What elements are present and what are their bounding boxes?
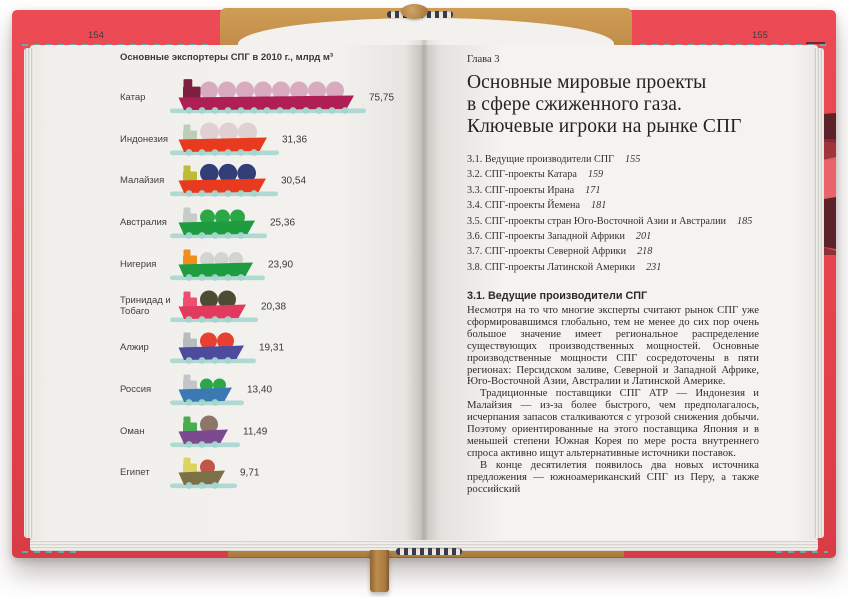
toc-item bbox=[467, 231, 767, 242]
country-label: Египет bbox=[120, 467, 150, 479]
lng-ship-illustration bbox=[169, 204, 274, 249]
toc-item-page: 155 bbox=[625, 154, 641, 165]
headband-bottom bbox=[396, 548, 462, 555]
toc-item bbox=[467, 216, 767, 227]
country-label: Катар bbox=[120, 92, 146, 104]
paragraph: Традиционные поставщики СПГ АТР — Индонезия и Малайзия — из-за более быстрого, чем предполагалось, исчерпания запасов сталкиваются с угрозой снижения добычи. Поэтому ориентированные на этого поставщика Япония и в меньшей степени Южная Корея по мере роста внутреннего спроса активно ищут альтернативные источники поставок. bbox=[467, 387, 759, 459]
country-label: Алжир bbox=[120, 342, 149, 354]
toc-item-page: 159 bbox=[587, 169, 604, 181]
toc-item-label: 3.4. СПГ-проекты Йемена bbox=[467, 200, 581, 212]
country-label: Тринидад и Тобаго bbox=[120, 294, 171, 318]
page-stack-edge-left bbox=[24, 48, 34, 538]
chart-row bbox=[120, 452, 420, 494]
lng-ship-illustration bbox=[169, 371, 251, 416]
chart-row bbox=[120, 77, 420, 119]
toc-item-label: 3.5. СПГ-проекты стран Юго-Восточной Азии и Австралии bbox=[467, 215, 727, 227]
toc-item-label: 3.1. Ведущие производители СПГ bbox=[467, 154, 615, 165]
chart-row bbox=[120, 160, 420, 202]
export-value: 31,36 bbox=[282, 134, 308, 146]
export-value: 30,54 bbox=[281, 175, 307, 187]
chart-row bbox=[120, 244, 420, 286]
chart-row bbox=[120, 369, 420, 411]
toc-item-page: 231 bbox=[646, 261, 662, 273]
export-value: 23,90 bbox=[268, 259, 294, 271]
chapter-title-line: Ключевые игроки на рынке СПГ bbox=[467, 115, 742, 137]
toc-item-label: 3.7. СПГ-проекты Северной Африки bbox=[467, 246, 627, 258]
section-heading: 3.1. Ведущие производители СПГ bbox=[467, 290, 648, 302]
export-value: 20,38 bbox=[261, 301, 287, 312]
chapter-label: Глава 3 bbox=[467, 54, 500, 65]
export-value: 25,36 bbox=[270, 217, 296, 229]
toc-item-label: 3.8. СПГ-проекты Латинской Америки bbox=[467, 261, 636, 273]
chapter-title-line: в сфере сжиженного газа. bbox=[467, 93, 683, 115]
country-label: Индонезия bbox=[120, 133, 169, 145]
toc-item-page: 218 bbox=[637, 246, 653, 258]
toc-item-label: 3.2. СПГ-проекты Катара bbox=[467, 169, 577, 181]
ribbon-knot bbox=[401, 4, 428, 19]
lng-ship-illustration bbox=[169, 454, 244, 499]
page-stack-edge-right bbox=[814, 48, 824, 538]
chart-title: Основные экспортеры СПГ в 2010 г., млрд м³ bbox=[120, 52, 334, 63]
toc-item bbox=[467, 262, 767, 273]
chart-row bbox=[120, 202, 420, 244]
toc-item bbox=[467, 169, 767, 180]
export-value: 75,75 bbox=[369, 92, 395, 104]
lng-ship-illustration bbox=[169, 246, 272, 291]
chapter-title-line: Основные мировые проекты bbox=[467, 72, 707, 93]
country-label: Оман bbox=[120, 425, 145, 437]
lng-ship-illustration bbox=[169, 162, 285, 207]
paragraph: Несмотря на то что многие эксперты считают рынок СПГ уже сформировавшимся глобально, тем не менее до сих пор очень большое значение имеет региональное распределение существующих производственных мощностей. Основные производственные мощности СПГ сосредоточены в пяти регионах: Персидском заливе, Северной и Западной Африке, Юго-Восточной Азии, Австралии и Латинской Америке. bbox=[467, 304, 759, 388]
toc-item bbox=[467, 154, 767, 165]
chart-row bbox=[120, 286, 420, 328]
toc-item-page: 181 bbox=[591, 200, 607, 212]
export-value: 13,40 bbox=[247, 384, 273, 396]
toc-item bbox=[467, 246, 767, 257]
lng-ship-illustration bbox=[169, 329, 263, 374]
paragraph: В конце десятилетия появилось два новых источника предложения — южноамериканский СПГ из Перу, а также российский bbox=[467, 458, 759, 495]
page-number-right: 155 bbox=[752, 30, 768, 41]
lng-ship-illustration bbox=[169, 288, 265, 333]
country-label: Австралия bbox=[120, 217, 167, 229]
lng-ship-illustration bbox=[169, 413, 247, 458]
toc-item-page: 201 bbox=[635, 230, 652, 242]
country-label: Малайзия bbox=[120, 175, 165, 187]
lng-ship-illustration bbox=[169, 79, 373, 124]
toc-item-page: 185 bbox=[737, 215, 753, 227]
country-label: Россия bbox=[120, 383, 152, 395]
page-number-left: 154 bbox=[88, 30, 104, 41]
toc-item-label: 3.3. СПГ-проекты Ирана bbox=[467, 184, 575, 196]
cover-cyan-stitch-bottom-right bbox=[776, 551, 828, 553]
body-text bbox=[467, 305, 759, 496]
chart-row bbox=[120, 327, 420, 369]
bookmark-ribbon bbox=[370, 550, 389, 592]
toc-item-page: 171 bbox=[585, 184, 601, 196]
cover-dash-mark bbox=[806, 42, 825, 44]
toc-item bbox=[467, 200, 767, 211]
toc-item bbox=[467, 185, 767, 196]
chart-row bbox=[120, 411, 420, 453]
chart-row bbox=[120, 119, 420, 161]
country-label: Нигерия bbox=[120, 258, 157, 270]
export-value: 11,49 bbox=[243, 426, 268, 438]
toc-item-label: 3.6. СПГ-проекты Западной Африки bbox=[467, 230, 625, 242]
chapter-title bbox=[467, 72, 767, 137]
export-value: 19,31 bbox=[259, 342, 285, 354]
lng-exporters-chart bbox=[120, 77, 420, 507]
cover-cyan-stitch-bottom-left bbox=[22, 551, 82, 553]
export-value: 9,71 bbox=[240, 467, 260, 479]
lng-ship-illustration bbox=[169, 121, 286, 166]
chapter-toc bbox=[467, 154, 767, 277]
